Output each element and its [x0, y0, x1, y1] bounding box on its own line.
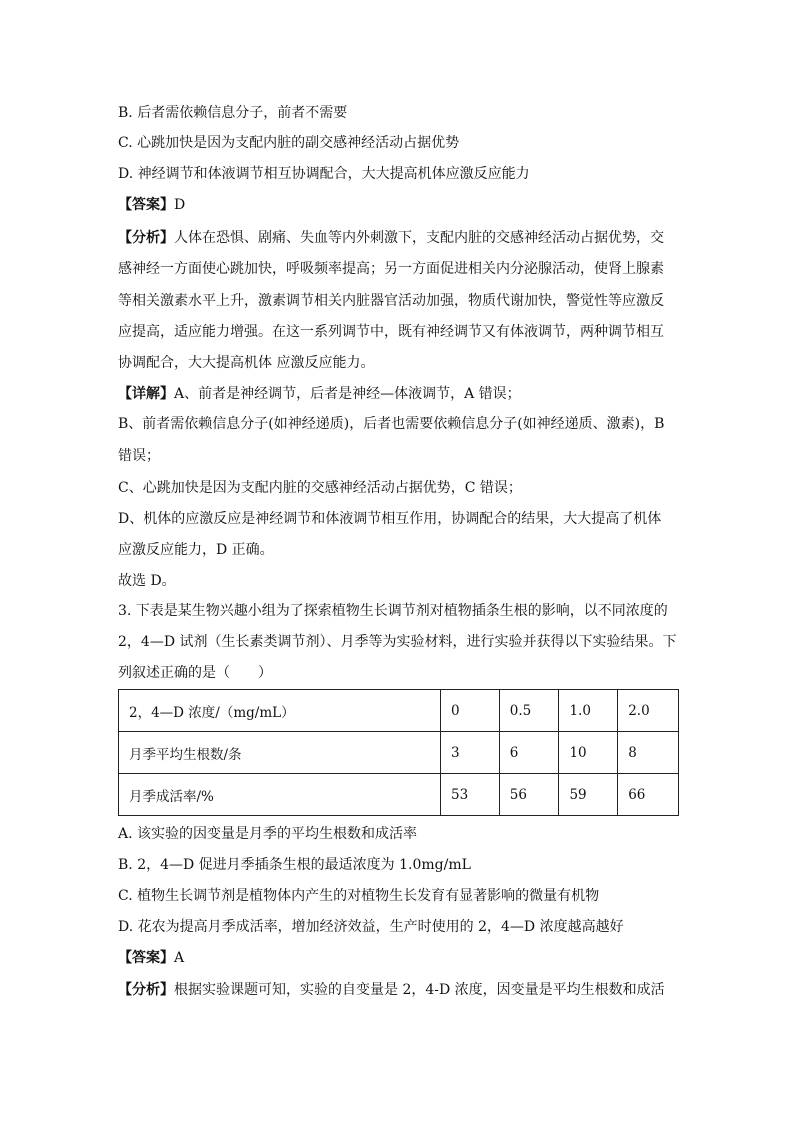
table-cell: 8	[618, 732, 679, 774]
question-3-line: 3. 下表是某生物兴趣小组为了探索植物生长调节剂对植物插条生根的影响，以不同浓度的	[118, 603, 668, 619]
conclusion-line: 故选 D。	[118, 573, 176, 589]
detail-line: C、心跳加快是因为支配内脏的交感神经活动占据优势，C 错误；	[118, 480, 522, 496]
table-cell: 3	[441, 732, 500, 774]
table-row	[119, 774, 679, 816]
table-cell: 月季平均生根数/条	[119, 732, 441, 774]
table-cell: 0.5	[499, 690, 559, 732]
table-cell: 53	[441, 774, 500, 816]
detail-line: 错误；	[118, 448, 160, 464]
table-cell: 56	[499, 774, 559, 816]
option-c: C. 植物生长调节剂是植物体内产生的对植物生长发育有显著影响的微量有机物	[118, 888, 600, 904]
table-row	[119, 690, 679, 732]
results-table	[118, 689, 679, 816]
table-cell: 0	[441, 690, 500, 732]
table-cell: 1.0	[559, 690, 618, 732]
analysis-line: 【分析】根据实验课题可知，实验的自变量是 2，4-D 浓度，因变量是平均生根数和成活	[118, 982, 665, 998]
table-cell: 2.0	[618, 690, 679, 732]
table-cell: 59	[559, 774, 618, 816]
option-d: D. 花农为提高月季成活率，增加经济效益，生产时使用的 2，4—D 浓度越高越好	[118, 919, 624, 935]
analysis-line: 【分析】人体在恐惧、剧痛、失血等内外刺激下，支配内脏的交感神经活动占据优势，交	[118, 230, 664, 246]
answer-line: 【答案】A	[118, 950, 185, 966]
detail-line: B、前者需依赖信息分子(如神经递质)，后者也需要依赖信息分子(如神经递质、激素)，B	[118, 416, 665, 432]
detail-line: D、机体的应激反应是神经调节和体液调节相互作用，协调配合的结果，大大提高了机体	[118, 511, 662, 527]
table-row	[119, 732, 679, 774]
option-b: B. 后者需依赖信息分子，前者不需要	[118, 105, 348, 121]
detail-line: 应激反应能力，D 正确。	[118, 542, 274, 558]
question-3-line: 2，4—D 试剂（生长素类调节剂）、月季等为实验材料，进行实验并获得以下实验结果。下	[118, 634, 677, 650]
table-cell: 6	[499, 732, 559, 774]
option-d: D. 神经调节和体液调节相互协调配合，大大提高机体应激反应能力	[118, 166, 530, 182]
analysis-line: 等相关激素水平上升，激素调节相关内脏器官活动加强，物质代谢加快，警觉性等应激反	[118, 293, 664, 309]
analysis-line: 应提高，适应能力增强。在这一系列调节中，既有神经调节又有体液调节，两种调节相互	[118, 324, 664, 340]
analysis-line: 协调配合，大大提高机体 应激反应能力。	[118, 355, 375, 371]
table-cell: 月季成活率/%	[119, 774, 441, 816]
table-cell: 2，4—D 浓度/（mg/mL）	[119, 690, 441, 732]
detail-line: 【详解】A、前者是神经调节，后者是神经—体液调节，A 错误；	[118, 386, 521, 402]
answer-line: 【答案】D	[118, 197, 186, 213]
option-c: C. 心跳加快是因为支配内脏的副交感神经活动占据优势	[118, 135, 460, 151]
analysis-line: 感神经一方面使心跳加快，呼吸频率提高；另一方面促进相关内分泌腺活动，使肾上腺素	[118, 261, 664, 277]
option-b: B. 2，4—D 促进月季插条生根的最适浓度为 1.0mg/mL	[118, 857, 471, 873]
table-cell: 10	[559, 732, 618, 774]
question-3-line: 列叙述正确的是（ ）	[118, 665, 272, 681]
option-a: A. 该实验的因变量是月季的平均生根数和成活率	[118, 826, 418, 842]
table-cell: 66	[618, 774, 679, 816]
